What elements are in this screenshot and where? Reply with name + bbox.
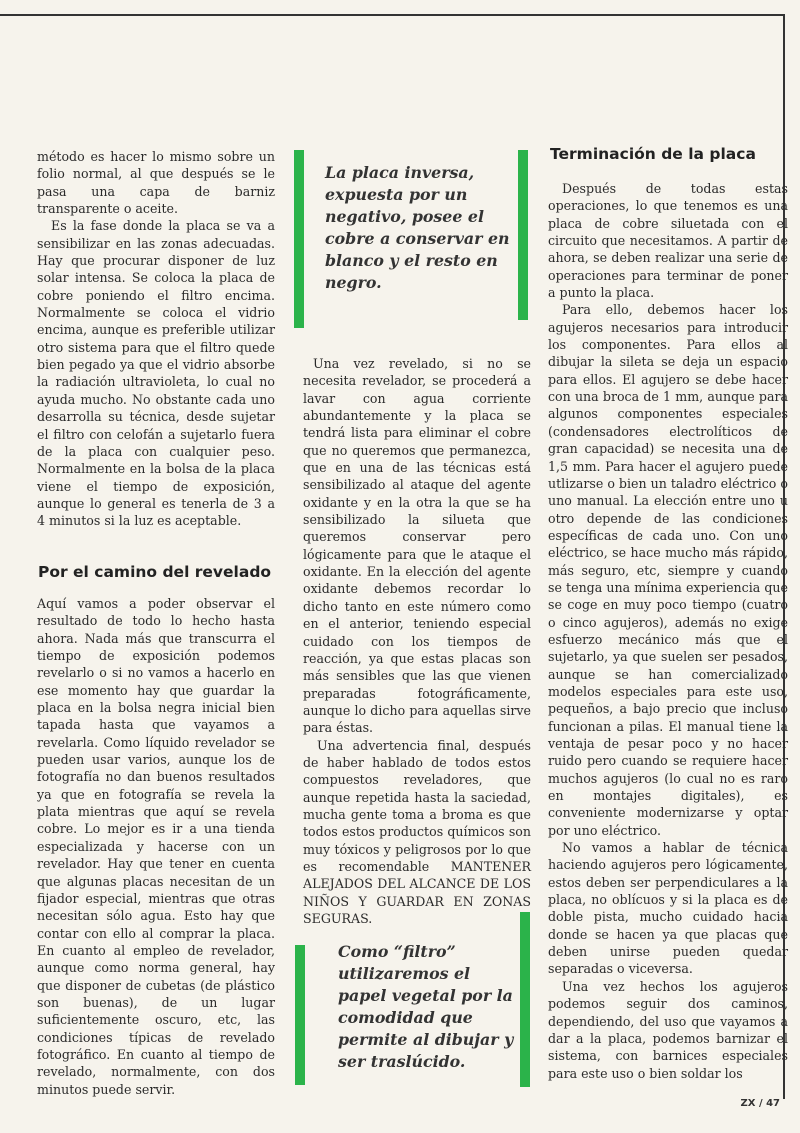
paragraph: Una vez hechos los agujeros podemos seguir dos caminos, dependiendo, del uso que vayamos a dar a la placa, podemos barnizar el sistema, con barnices especiales para este uso o bien soldar los — [548, 978, 788, 1081]
green-bar-right — [518, 150, 528, 320]
green-bar-left — [294, 150, 304, 328]
section-heading-revelado: Por el camino del revelado — [38, 563, 272, 581]
paragraph: Una advertencia final, después de haber hablado de todos estos compuestos reveladores, que aunque repetida hasta la saciedad, mucha gente toma a broma es que todos estos productos químicos son muy tóxicos y peligrosos por lo que es recomendable MANTENER ALEJADOS DEL ALCANCE DE LOS NIÑOS Y GUARDAR EN ZONAS SEGURAS. — [303, 737, 531, 926]
paragraph: Para ello, debemos hacer los agujeros necesarios para introducir los componentes. Para ellos al dibujar la sileta se deja un espacio para ellos. El agujero se debe hacer con una broca de 1 mm, aunque para algunos componentes especiales (condensadores electrolíticos de gran capacidad) se necesita una de 1,5 mm. Para hacer el agujero puede utlizarse o bien un taladro eléctrico o uno manual. La elección entre uno u otro depende de las condiciones específicas de cada uno. Con uno eléctrico, se hace mucho más rápido, más seguro, etc, siempre y cuando se tenga una mínima experiencia que se coge en muy poco tiempo (cuatro o cinco agujeros), además no exige esfuerzo mecánico más que el sujetarlo, ya que suelen ser pesados, aunque se han comercializado modelos especiales para este uso, pequeños, a bajo precio que incluso funcionan a pilas. El manual tiene la ventaja de pesar poco y no hacer ruido pero cuando se requiere hacer muchos agujeros (lo cual no es raro en montajes digitales), es conveniente modernizarse y optar por uno eléctrico. — [548, 302, 788, 838]
section-heading-terminacion: Terminación de la placa — [550, 145, 756, 163]
page-number: ZX / 47 — [740, 1098, 780, 1109]
paragraph: Una vez revelado, si no se necesita revelador, se procederá a lavar con agua corriente abundantemente y la placa se tendrá lista para eliminar el cobre que no queremos que permanezca, que en una de las técnicas está sensibilizado al ataque del agente oxidante y en la otra la que se ha sensibilizado la silueta que queremos conservar pero lógicamente para que le ataque el oxidante. En la elección del agente oxidante debemos recordar lo dicho tanto en este número como en el anterior, teniendo especial cuidado con los tiempos de reacción, ya que estas placas son más sensibles que las que vienen preparadas fotográficamente, aunque lo dicho para aquellas sirve para éstas. — [303, 356, 531, 736]
green-bar-right — [520, 912, 530, 1087]
pull-quote-filtro: Como “filtro” utilizaremos el papel vegetal por la comodidad que permite al dibujar y ser traslúcido. — [338, 942, 514, 1071]
paragraph: No vamos a hablar de técnica haciendo agujeros pero lógicamente, estos deben ser perpendiculares a la placa, no oblícuos y si la placa es de doble pista, mucho cuidado hacia donde se hacen ya que placas que deben unirse pueden quedar separadas o viceversa. — [548, 840, 788, 977]
green-bar-left — [295, 945, 305, 1085]
pull-quote-inversa: La placa inversa, expuesta por un negativo, posee el cobre a conservar en blanco y el resto en negro. — [325, 163, 510, 292]
paragraph: Después de todas estas operaciones, lo que tenemos es una placa de cobre siluetada con el circuito que necesitamos. A partir de ahora, se deben realizar una serie de operaciones para terminar de poner a punto la placa. — [548, 181, 788, 301]
paragraph: Aquí vamos a poder observar el resultado de todo lo hecho hasta ahora. Nada más que transcurra el tiempo de exposición podemos revelarlo o si no vamos a hacerlo en ese momento hay que guardar la placa en la bolsa negra inicial bien tapada hasta que vayamos a revelarla. Como líquido revelador se pueden usar varios, aunque los de fotografía no dan buenos resultados ya que en fotografía se revela la plata mientras que aquí se revela cobre. Lo mejor es ir a una tienda especializada y hacerse con un revelador. Hay que tener en cuenta que algunas placas necesitan de un fijador especial, mientras que otras necesitan sólo agua. Esto hay que contar con ello al comprar la placa. En cuanto al empleo de revelador, aunque como norma general, hay que disponer de cubetas (de plástico son buenas), de un lugar suficientemente oscuro, etc, las condiciones típicas de revelado fotográfico. En cuanto al tiempo de revelado, normalmente, con dos minutos puede servir. — [37, 596, 275, 1097]
column-2 — [303, 355, 531, 927]
column-1-continued — [37, 595, 275, 1098]
paragraph: método es hacer lo mismo sobre un folio normal, al que después se le pasa una capa de barniz transparente o aceite. — [37, 149, 275, 217]
column-1 — [37, 148, 275, 530]
column-3 — [548, 180, 788, 1082]
top-rule — [0, 14, 783, 16]
paragraph: Es la fase donde la placa se va a sensibilizar en las zonas adecuadas. Hay que procurar disponer de luz solar intensa. Se coloca la placa de cobre poniendo el filtro encima. Normalmente se coloca el vidrio encima, aunque es preferible utilizar otro sistema para que el filtro quede bien pegado ya que el vidrio absorbe la radiación ultravioleta, lo cual no ayuda mucho. No obstante cada uno desarrolla su técnica, desde sujetar el filtro con celofán a sujetarlo fuera de la placa con cualquier peso. Normalmente en la bolsa de la placa viene el tiempo de exposición, aunque lo general es tenerla de 3 a 4 minutos si la luz es aceptable. — [37, 218, 275, 529]
